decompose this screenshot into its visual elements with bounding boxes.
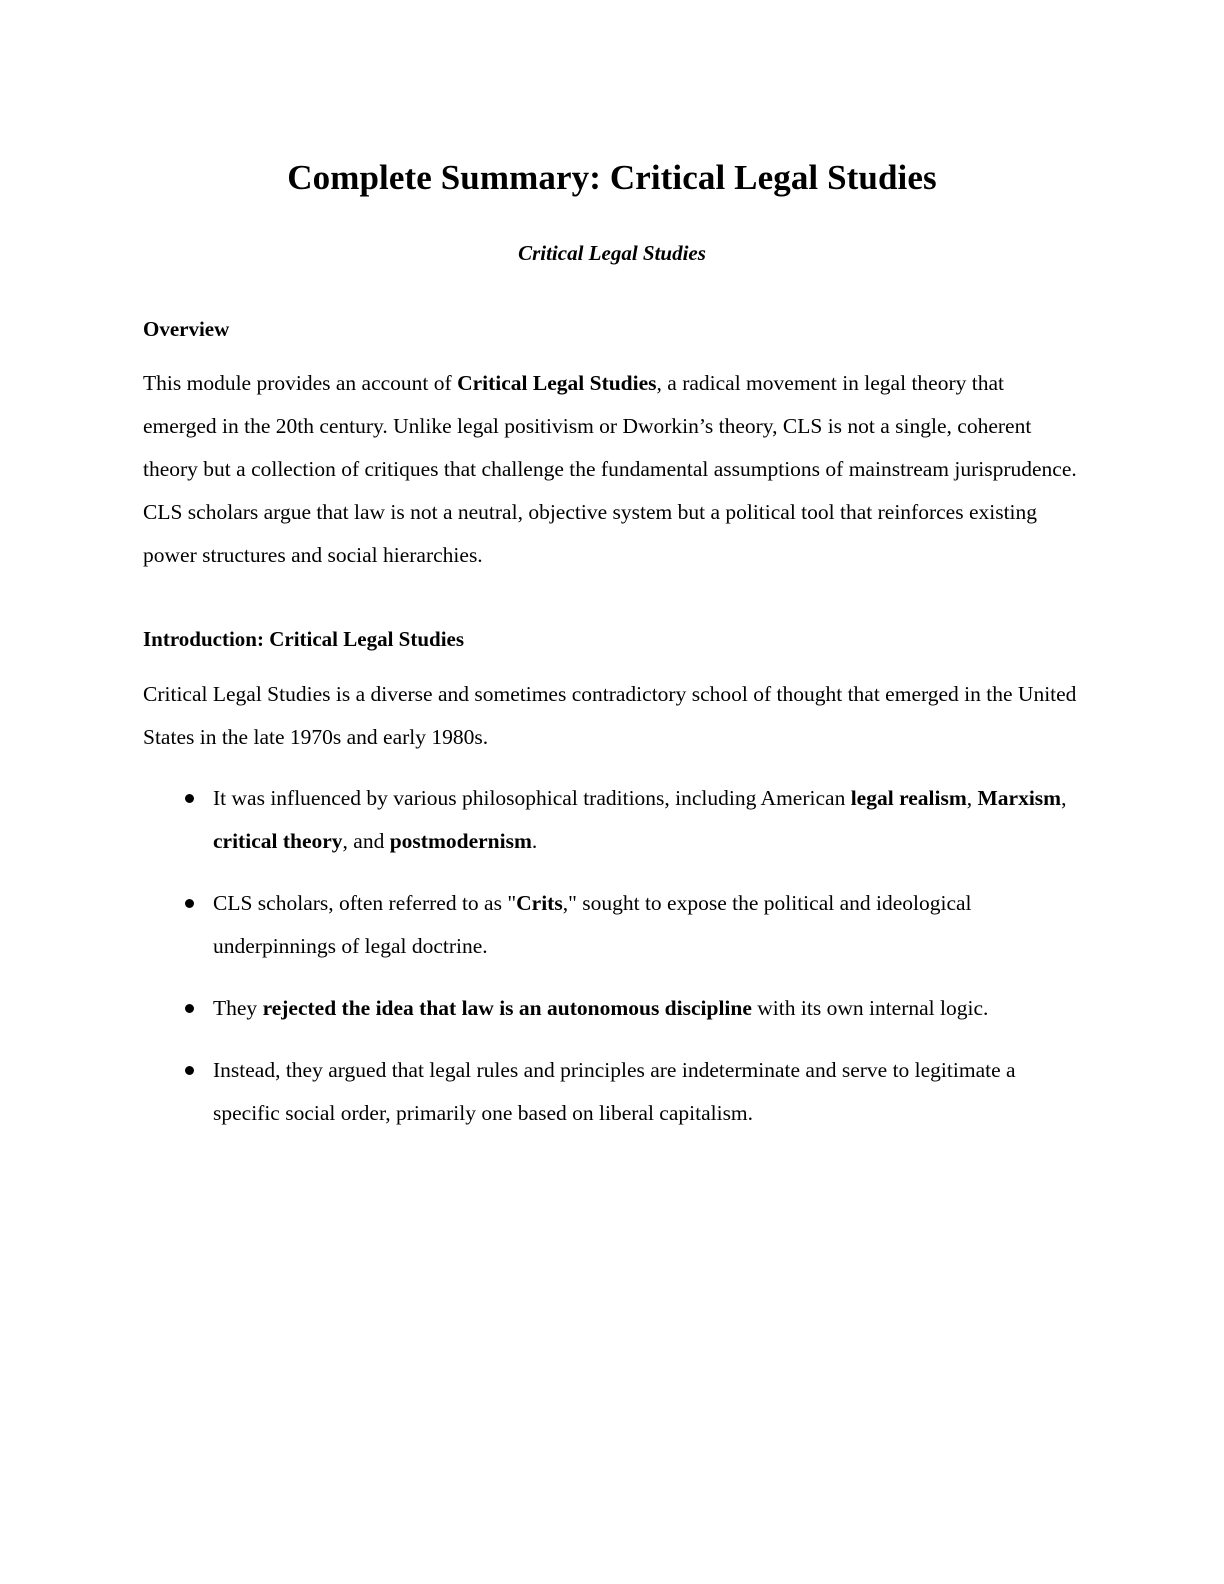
overview-paragraph (143, 343, 1081, 577)
text-run: It was influenced by various philosophical traditions, including American (213, 785, 851, 810)
bold-run: legal realism (850, 785, 967, 810)
section-heading-overview: Overview (143, 317, 230, 342)
section-heading-introduction: Introduction: Critical Legal Studies (143, 627, 465, 652)
bold-run: postmodernism (389, 828, 532, 853)
bold-run: Critical Legal Studies (457, 371, 657, 396)
bullet-dot-icon (185, 882, 195, 925)
bullet-dot-icon (185, 1049, 195, 1092)
bold-run: critical theory (213, 828, 343, 853)
text-run: with its own internal logic. (751, 995, 989, 1020)
bold-run: Marxism (977, 785, 1062, 810)
text-run: , a radical movement in legal theory that emerged in the 20th century. Unlike legal positivism or Dworkin’s theory, CLS is not a single, coherent theory but a collection of critiques that challenge the fundamental assumptions of mainstream jurisprudence. CLS scholars argue that law is not a neutral, objective system but a political tool that reinforces existing power structures and social hierarchies. (143, 371, 1077, 568)
introduction-bullet-list (143, 759, 1081, 1135)
list-item (143, 777, 1081, 863)
list-item-text (213, 786, 1066, 853)
list-item-text (213, 996, 988, 1020)
text-run: They (213, 995, 263, 1020)
text-run: . (531, 828, 538, 853)
bullet-dot-icon (185, 987, 195, 1030)
text-run: , (1061, 785, 1067, 810)
text-run: This module provides an account of (143, 371, 458, 396)
list-item (143, 882, 1081, 968)
document-subtitle: Critical Legal Studies (518, 240, 706, 265)
bold-run: rejected the idea that law is an autonomous discipline (262, 995, 752, 1020)
bold-run: Crits (516, 890, 563, 915)
list-item-text (213, 891, 972, 958)
text-run: , and (342, 828, 390, 853)
list-item (143, 987, 1081, 1030)
text-run: Instead, they argued that legal rules and principles are indeterminate and serve to legitimate a specific social order, primarily one based on liberal capitalism. (213, 1057, 1016, 1125)
text-run: ," sought to expose the political and ideological underpinnings of legal doctrine. (213, 890, 972, 958)
page-title: Complete Summary: Critical Legal Studies (287, 158, 937, 197)
text-run: CLS scholars, often referred to as " (213, 890, 517, 915)
text-run: , (966, 785, 978, 810)
list-item-text (213, 1058, 1016, 1125)
introduction-paragraph: Critical Legal Studies is a diverse and sometimes contradictory school of thought that emerged in the United States in the late 1970s and early 1980s. (143, 681, 1077, 749)
bullet-dot-icon (185, 777, 195, 820)
list-item (143, 1049, 1081, 1135)
document-content (143, 0, 1081, 1135)
